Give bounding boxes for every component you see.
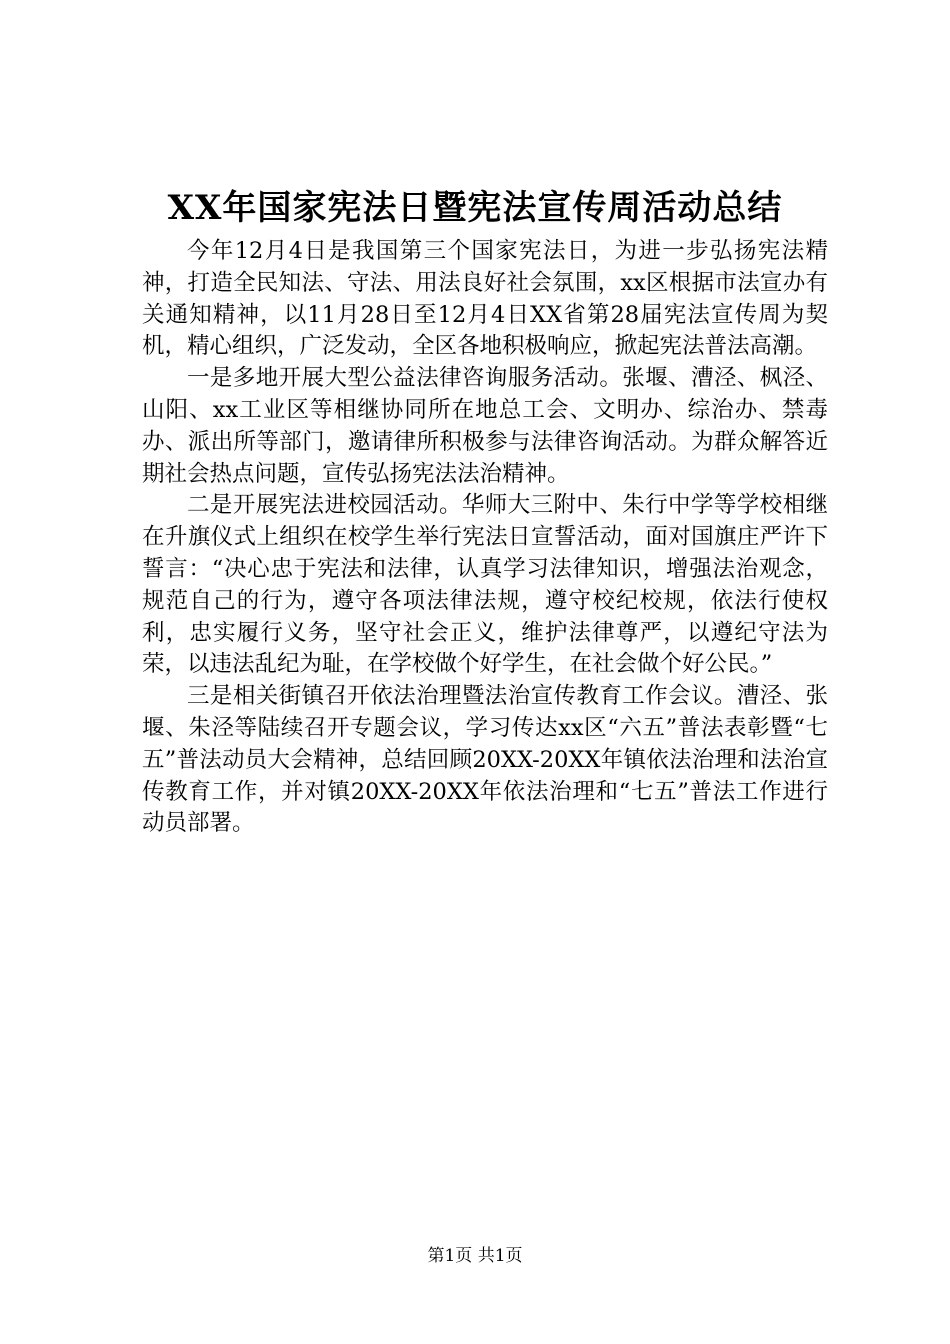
paragraph-school: 二是开展宪法进校园活动。华师大三附中、朱行中学等学校相继在升旗仪式上组织在校学生举行宪法日宣誓活动，面对国旗庄严许下誓言：“决心忠于宪法和法律，认真学习法律知识，增强法治观念，规范自己的行为，遵守各项法律法规，遵守校纪校规，依法行使权利，忠实履行义务，坚守社会正义，维护法律尊严，以遵纪守法为荣，以违法乱纪为耻，在学校做个好学生，在社会做个好公民。”: [142, 492, 828, 678]
page-footer: 第1页 共1页: [427, 1246, 523, 1266]
document-body: [142, 236, 828, 840]
document-title: XX年国家宪法日暨宪法宣传周活动总结: [167, 188, 783, 228]
paragraph-consultation: 一是多地开展大型公益法律咨询服务活动。张堰、漕泾、枫泾、山阳、xx工业区等相继协同所在地总工会、文明办、综治办、禁毒办、派出所等部门，邀请律所积极参与法律咨询活动。为群众解答近期社会热点问题，宣传弘扬宪法法治精神。: [142, 365, 828, 487]
paragraph-intro: 今年12月4日是我国第三个国家宪法日，为进一步弘扬宪法精神，打造全民知法、守法、用法良好社会氛围，xx区根据市法宣办有关通知精神，以11月28日至12月4日XX省第28届宪法宣传周为契机，精心组织，广泛发动，全区各地积极响应，掀起宪法普法高潮。: [142, 238, 828, 360]
paragraph-meeting: 三是相关街镇召开依法治理暨法治宣传教育工作会议。漕泾、张堰、朱泾等陆续召开专题会议，学习传达xx区“六五”普法表彰暨“七五”普法动员大会精神，总结回顾20XX-20XX年镇依法治理和法治宣传教育工作，并对镇20XX-20XX年依法治理和“七五”普法工作进行动员部署。: [142, 683, 828, 837]
